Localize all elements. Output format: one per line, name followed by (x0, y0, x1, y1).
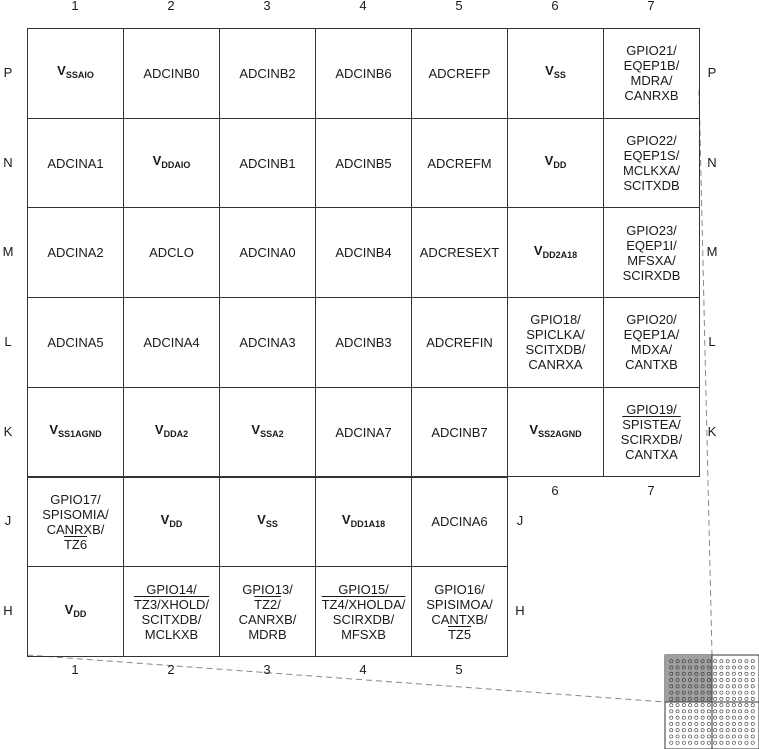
column-label-bottom: 4 (359, 661, 367, 677)
pin-function-line: SPISOMIA/ (42, 506, 109, 522)
signal-pin-label: ADCINA1 (47, 155, 104, 171)
pin-cell (27, 387, 124, 478)
column-label-top: 1 (71, 0, 79, 13)
pin-cell (315, 207, 412, 298)
pin-cell (27, 566, 124, 657)
pin-function-line: EQEP1I/ (626, 237, 677, 253)
pin-cell (219, 28, 316, 119)
pin-function-line: SCIRXDB (622, 267, 681, 283)
pin-function-line: GPIO15/ (338, 581, 389, 597)
signal-pin-label (322, 582, 406, 642)
zoom-line (27, 655, 665, 702)
pin-cell (219, 118, 316, 209)
row-label-right: K (707, 423, 717, 439)
pin-function-line: MFSXA/ (627, 252, 676, 268)
signal-pin-label (623, 133, 680, 193)
row-label-left: L (4, 333, 12, 349)
signal-pin-label: ADCREFIN (426, 334, 493, 350)
pin-cell (123, 118, 220, 209)
power-pin-label: $V_{DD1A18}$ (341, 511, 386, 529)
signal-pin-label (621, 402, 682, 462)
pin-cell (603, 387, 700, 478)
pin-cell (411, 207, 508, 298)
pin-function-line: TZ5 (447, 626, 472, 642)
power-pin-label: $V_{DD}$ (160, 511, 183, 529)
pin-cell (507, 387, 604, 478)
signal-pin-label: ADCINA4 (143, 334, 200, 350)
signal-pin-label: ADCINA5 (47, 334, 104, 350)
column-label-top: 6 (551, 0, 559, 13)
signal-pin-label: ADCINB6 (335, 65, 392, 81)
signal-pin-label: ADCREFM (427, 155, 492, 171)
row-label-left: M (2, 244, 14, 260)
signal-pin-label: ADCINA3 (239, 334, 296, 350)
pin-cell (411, 477, 508, 568)
pin-cell (603, 207, 700, 298)
pin-function-line: CANTXB (625, 357, 678, 373)
pin-cell (27, 28, 124, 119)
pin-cell (315, 28, 412, 119)
column-label-mid: 7 (647, 482, 655, 498)
pin-cell (219, 297, 316, 388)
pin-cell (507, 118, 604, 209)
pin-cell (315, 387, 412, 478)
pin-function-line: EQEP1A/ (623, 327, 680, 343)
power-pin-label: $V_{SS2AGND}$ (529, 422, 582, 440)
signal-pin-label: ADCINB1 (239, 155, 296, 171)
pin-cell (27, 207, 124, 298)
pin-function-line: GPIO20/ (626, 312, 677, 328)
signal-pin-label: ADCINB3 (335, 334, 392, 350)
pin-cell (603, 28, 700, 119)
row-label-right: L (708, 333, 716, 349)
power-pin-label: $V_{SS1AGND}$ (49, 422, 102, 440)
pin-cell (219, 387, 316, 478)
pin-cell (123, 297, 220, 388)
pin-function-line: SPISIMOA/ (426, 596, 493, 612)
pin-cell (411, 118, 508, 209)
pin-function-line: EQEP1B/ (623, 58, 680, 74)
signal-pin-label: ADCINB0 (143, 65, 200, 81)
pin-function-line: SCIRXDB/ (332, 611, 395, 627)
signal-pin-label: ADCINA0 (239, 245, 296, 261)
row-label-left: N (3, 154, 13, 170)
pin-cell (315, 477, 412, 568)
signal-pin-label (624, 43, 680, 103)
pin-cell (603, 118, 700, 209)
pin-function-line: SCITXDB (623, 178, 680, 194)
pin-cell (315, 566, 412, 657)
pin-function-line: SCITXDB/ (141, 611, 202, 627)
zoom-line (699, 90, 712, 655)
pin-cell (27, 477, 124, 568)
power-pin-label: $V_{DD}$ (544, 153, 567, 171)
column-label-mid: 6 (551, 482, 559, 498)
pin-cell (411, 566, 508, 657)
pin-cell (507, 297, 604, 388)
signal-pin-label (239, 582, 297, 642)
pin-function-line: CANTXB/ (431, 611, 488, 627)
pin-cell (315, 297, 412, 388)
signal-pin-label: ADCINB4 (335, 245, 392, 261)
column-label-top: 4 (359, 0, 367, 13)
power-pin-label: $V_{DDA2}$ (154, 422, 189, 440)
pin-cell (219, 207, 316, 298)
pin-function-line: MDXA/ (630, 342, 673, 358)
signal-pin-label (134, 582, 209, 642)
column-label-bottom: 2 (167, 661, 175, 677)
pin-cell (315, 118, 412, 209)
pin-function-line: MCLKXA/ (622, 163, 681, 179)
power-pin-label: $V_{SS}$ (545, 63, 566, 81)
column-label-top: 2 (167, 0, 175, 13)
pin-function-line: GPIO22/ (626, 133, 677, 149)
pin-cell (219, 566, 316, 657)
column-label-bottom: 1 (71, 661, 79, 677)
pin-cell (411, 28, 508, 119)
signal-pin-label: ADCINB7 (431, 424, 488, 440)
pin-cell (123, 28, 220, 119)
row-label-right: J (516, 513, 524, 529)
pin-function-line: CANRXB/ (46, 521, 105, 537)
pin-function-line: GPIO19/ (626, 402, 677, 418)
signal-pin-label: ADCINA6 (431, 514, 488, 530)
row-label-left: J (4, 513, 12, 529)
pin-function-line: TZ6 (63, 536, 88, 552)
row-label-right: H (515, 603, 525, 619)
pin-cell (27, 297, 124, 388)
power-pin-label: $V_{SSAIO}$ (57, 63, 94, 81)
row-label-left: P (3, 64, 13, 80)
row-label-right: N (707, 154, 717, 170)
power-pin-label: $V_{DDAIO}$ (152, 153, 191, 171)
pin-function-line: GPIO14/ (146, 581, 197, 597)
pin-function-line: GPIO18/ (530, 312, 581, 328)
pin-function-line: SPICLKA/ (526, 327, 585, 343)
pin-function-line: SPISTEA/ (622, 417, 681, 433)
row-label-right: P (707, 64, 717, 80)
pin-function-line: SCITXDB/ (525, 342, 586, 358)
pin-function-line: TZ2/ (254, 596, 281, 612)
pin-function-line: GPIO23/ (626, 222, 677, 238)
pin-cell (123, 207, 220, 298)
pin-function-line: CANRXB (624, 88, 679, 104)
signal-pin-label: ADCINB2 (239, 65, 296, 81)
signal-pin-label: ADCINA7 (335, 424, 392, 440)
pin-function-line: MCLKXB (144, 626, 199, 642)
signal-pin-label: ADCINB5 (335, 155, 392, 171)
power-pin-label: $V_{SS}$ (257, 511, 278, 529)
column-label-top: 5 (455, 0, 463, 13)
pin-cell (123, 387, 220, 478)
power-pin-label: $V_{DD2A18}$ (533, 242, 578, 260)
pin-function-line: MDRB (248, 626, 287, 642)
pin-function-line: TZ4/XHOLDA/ (321, 596, 406, 612)
pin-function-line: CANRXB/ (238, 611, 297, 627)
pin-function-line: GPIO13/ (242, 581, 293, 597)
pin-function-line: MDRA/ (630, 73, 673, 89)
column-label-top: 7 (647, 0, 655, 13)
row-label-right: M (706, 244, 718, 260)
signal-pin-label (624, 312, 680, 372)
signal-pin-label: ADCREFP (428, 65, 491, 81)
power-pin-label: $V_{SSA2}$ (251, 422, 284, 440)
pin-cell (123, 477, 220, 568)
signal-pin-label (426, 582, 492, 642)
signal-pin-label (526, 312, 586, 372)
signal-pin-label: ADCLO (149, 245, 194, 261)
signal-pin-label (623, 223, 681, 283)
column-label-bottom: 5 (455, 661, 463, 677)
signal-pin-label: ADCINA2 (47, 245, 104, 261)
pin-function-line: SCIRXDB/ (620, 432, 683, 448)
pin-function-line: GPIO16/ (434, 581, 485, 597)
signal-pin-label (42, 492, 108, 552)
pin-cell (411, 387, 508, 478)
column-label-top: 3 (263, 0, 271, 13)
pin-function-line: CANRXA (528, 357, 583, 373)
row-label-left: K (3, 423, 13, 439)
pin-cell (219, 477, 316, 568)
pin-function-line: GPIO21/ (626, 43, 677, 59)
row-label-left: H (3, 603, 13, 619)
pin-cell (603, 297, 700, 388)
pin-function-line: GPIO17/ (50, 491, 101, 507)
pin-cell (123, 566, 220, 657)
pin-cell (27, 118, 124, 209)
pin-cell (507, 28, 604, 119)
signal-pin-label: ADCRESEXT (419, 245, 500, 261)
pin-function-line: MFSXB (341, 626, 386, 642)
pin-function-line: EQEP1S/ (623, 148, 680, 164)
pin-cell (411, 297, 508, 388)
column-label-bottom: 3 (263, 661, 271, 677)
pin-function-line: CANTXA (625, 447, 678, 463)
pin-function-line: TZ3/XHOLD/ (133, 596, 210, 612)
power-pin-label: $V_{DD}$ (64, 601, 87, 619)
pin-cell (507, 207, 604, 298)
